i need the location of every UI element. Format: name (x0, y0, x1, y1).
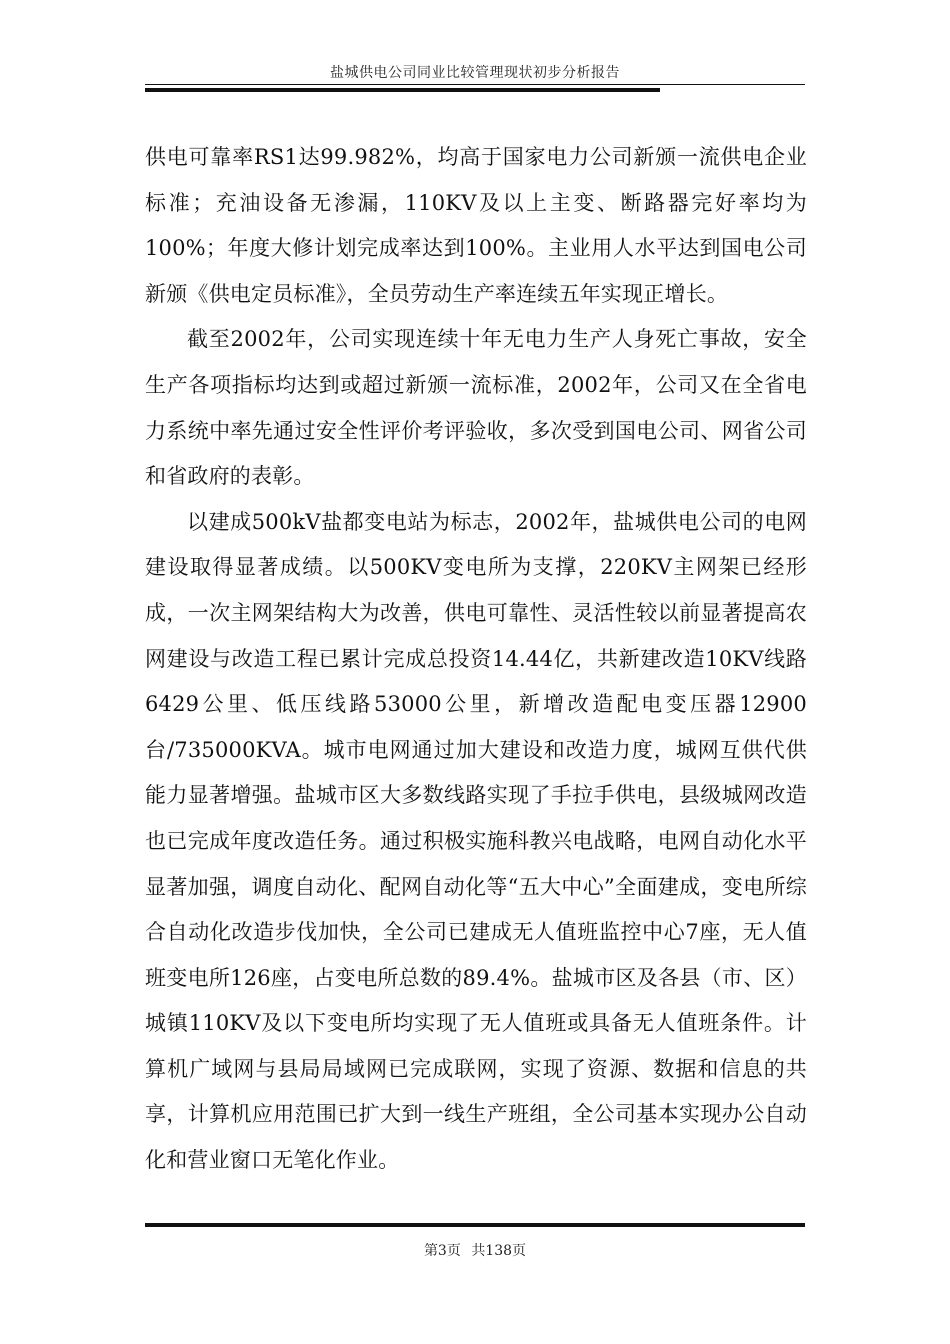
paragraph-grid-construction: 以建成500kV盐都变电站为标志，2002年，盐城供电公司的电网建设取得显著成绩。以500KV变电所为支撑，220KV主网架已经形成，一次主网架结构大为改善，供电可靠性、灵活性较以前显著提高农网建设与改造工程已累计完成总投资14.44亿，共新建改造10KV线路6429公里、低压线路53000公里，新增改造配电变压器12900台/735000KVA。城市电网通过加大建设和改造力度，城网互供代供能力显著增强。盐城市区大多数线路实现了手拉手供电，县级城网改造也已完成年度改造任务。通过积极实施科教兴电战略，电网自动化水平显著加强，调度自动化、配网自动化等“五大中心”全面建成，变电所综合自动化改造步伐加快，全公司已建成无人值班监控中心7座，无人值班变电所126座，占变电所总数的89.4%。盐城市区及各县（市、区）城镇110KV及以下变电所均实现了无人值班或具备无人值班条件。计算机广域网与县局局域网已完成联网，实现了资源、数据和信息的共享，计算机应用范围已扩大到一线生产班组，全公司基本实现办公自动化和营业窗口无笔化作业。 (145, 509, 807, 1173)
paragraph-safety: 截至2002年，公司实现连续十年无电力生产人身死亡事故，安全生产各项指标均达到或超过新颁一流标准，2002年，公司又在全省电力系统中率先通过安全性评价考评验收，多次受到国电公司、网省公司和省政府的表彰。 (145, 327, 807, 489)
paragraph-reliability: 供电可靠率RS1达99.982%，均高于国家电力公司新颁一流供电企业标准；充油设备无渗漏，110KV及以上主变、断路器完好率均为100%；年度大修计划完成率达到100%。主业用人水平达到国电公司新颁《供电定员标准》，全员劳动生产率连续五年实现正增长。 (145, 145, 807, 306)
header-divider-thick (145, 88, 660, 92)
footer-divider (145, 1223, 805, 1227)
page-number: 第3页 (423, 1243, 461, 1259)
header-divider-thin (145, 84, 805, 85)
page-footer (145, 1240, 805, 1260)
page-header-title: 盐城供电公司同业比较管理现状初步分析报告 (330, 65, 620, 81)
page-total: 共138页 (471, 1243, 527, 1259)
document-body (145, 135, 807, 1184)
